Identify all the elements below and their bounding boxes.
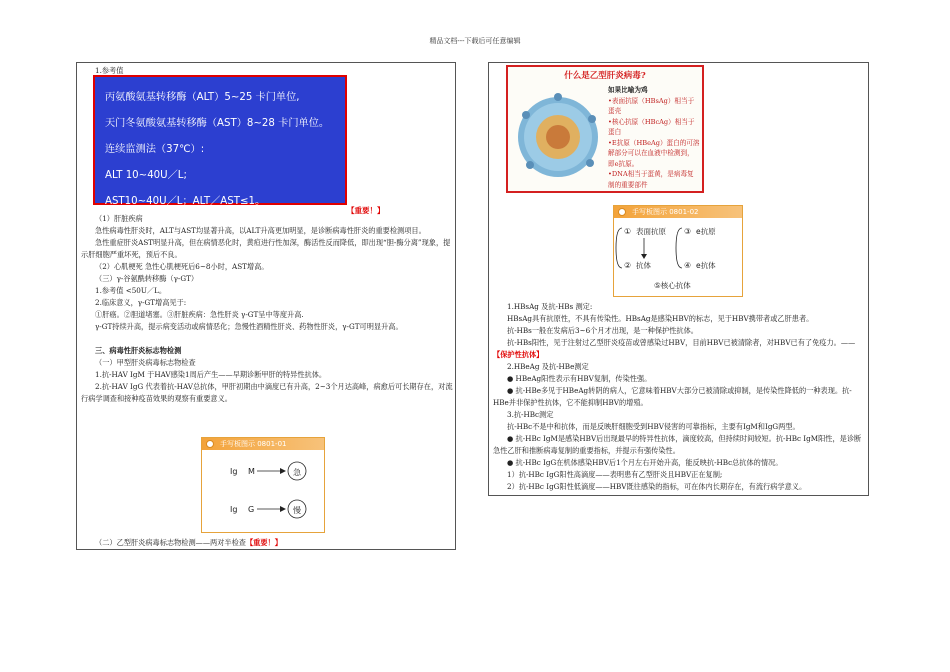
handwriting-pane-1: [201, 437, 325, 533]
text-line: 1）抗-HBc IgG阳性高滴度——表明患有乙型肝炎且HBV正在复制;: [507, 470, 723, 479]
text-line: （2）心肌梗死 急性心肌梗死后6~8小时，AST增高。: [95, 262, 269, 271]
svg-text:①: ①: [624, 227, 632, 236]
igm-igg-diagram: [202, 450, 324, 532]
virus-dna: [546, 125, 570, 149]
e-antigen-label: e抗原: [696, 227, 716, 236]
arrow-down-icon: [641, 254, 647, 259]
important-tag: 【重要！】: [347, 206, 385, 215]
left-body-text: [81, 213, 453, 405]
hbv-markers-diagram: [614, 218, 742, 296]
monitoring-method: 连续监测法（37℃）:: [105, 144, 205, 155]
ast-range: AST10~40U／L；ALT／AST≤1。: [105, 196, 266, 207]
text-line: 2.抗-HAV IgG 代表着抗-HAV总抗体，甲肝初期由中滴度已有升高，2~3个月达高峰，病愈后可长期存在，对流行病学调查和接种疫苗效果的观察有重要意义。: [81, 382, 453, 403]
section-title: 三、病毒性肝炎标志物检测: [95, 346, 182, 355]
text-line: HBsAg具有抗原性，不具有传染性。HBsAg是感染HBV的标志，见于HBV携带者或乙肝患者。: [507, 314, 814, 323]
text-line: （三）γ-谷氨酰转移酶（γ-GT）: [95, 274, 199, 283]
page-header-note: 精品文档---下载后可任意编辑: [429, 37, 521, 45]
text-line: ● 抗-HBc IgM是感染HBV后出现最早的特异性抗体，滴度较高，但持续时间较短。抗-HBc IgM阳性，是诊断急性乙肝和推断病毒复制的重要指标，并提示有强传染性。: [493, 434, 862, 455]
pane-header: [202, 438, 324, 450]
svg-text:③: ③: [684, 227, 692, 236]
virus-image: [512, 85, 608, 185]
e-antibody-label: e抗体: [696, 261, 716, 270]
arrow-head-icon: [280, 506, 286, 512]
hbv-detection-text: （二）乙型肝炎病毒标志物检测——两对半检查: [95, 538, 246, 547]
handwriting-pane-2: [613, 205, 743, 297]
text-line: 抗-HBs阳性，见于注射过乙型肝炎疫苗或曾感染过HBV，目前HBV已被清除者，对HBV已有了免疫力。——【保护性抗体】: [493, 338, 856, 359]
fast-label: 急: [293, 468, 301, 477]
bracket-left: [616, 228, 622, 268]
pane-title: 手写板图示 0801-02: [632, 208, 699, 216]
text-line: ● 抗-HBc IgG在机体感染HBV后1个月左右开始升高，能反映抗-HBc总抗体的情况。: [507, 458, 783, 467]
protective-antibody-tag: 【保护性抗体】: [493, 350, 544, 359]
ig-label: Ig: [230, 467, 238, 476]
surface-antigen-label: 表面抗原: [636, 227, 666, 236]
core-antibody-label: ⑤核心抗体: [654, 281, 691, 290]
text-line: 2.HBeAg 及抗-HBe测定: [507, 362, 589, 371]
analogy-item: •核心抗原（HBcAg）相当于蛋白: [608, 117, 695, 136]
pane-header: [614, 206, 742, 218]
analogy-item: •表面抗原（HBsAg）相当于蛋壳: [608, 96, 695, 115]
ig-label: Ig: [230, 505, 238, 514]
text-line: 急性病毒性肝炎时，ALT与AST均显著升高，以ALT升高更加明显，是诊断病毒性肝炎的重要检测项目。: [95, 226, 426, 235]
text-line: 1.抗-HAV IgM 于HAV感染1周后产生——早期诊断甲肝的特异性抗体。: [95, 370, 327, 379]
surface-spike: [588, 115, 596, 123]
right-body-text: [493, 301, 865, 493]
surface-antibody-label: 抗体: [636, 261, 651, 270]
text-line: 2.临床意义，γ-GT增高见于:: [95, 298, 187, 307]
ref-title: 1.参考值: [95, 66, 124, 75]
pane-title: 手写板图示 0801-01: [220, 440, 287, 448]
surface-spike: [522, 111, 530, 119]
text-line: 2）抗-HBc IgG阳性低滴度——HBV既往感染的指标，可在体内长期存在，有流行病学意义。: [507, 482, 807, 491]
left-column: [76, 62, 456, 550]
pen-icon: [206, 440, 214, 448]
text-line: 抗-HBc不是中和抗体，而是反映肝细胞受到HBV侵害的可靠指标，主要有IgM和IgG两型。: [507, 422, 800, 431]
important-tag: 【重要！】: [245, 538, 282, 547]
g-label: G: [248, 505, 255, 514]
text-line: 1.参考值 <50U／L。: [95, 286, 167, 295]
alt-range: ALT 10~40U／L;: [105, 170, 187, 181]
bottom-line: [95, 537, 282, 549]
ast-reference: 天门冬氨酸氨基转移酶（AST）8~28 卡门单位。: [105, 118, 330, 129]
analogy-item: •E抗原（HBeAg）蛋白的可溶解部分可以在血液中检测到，即e抗原。: [608, 138, 700, 168]
surface-spike: [554, 93, 562, 101]
arrow-head-icon: [280, 468, 286, 474]
text-line: γ-GT持续升高，提示病变活动或病情恶化；急慢性酒精性肝炎、药物性肝炎，γ-GT可明显升高。: [95, 322, 403, 331]
text-line: 1.HBsAg 及抗-HBs 测定:: [507, 302, 593, 311]
m-label: M: [248, 467, 255, 476]
alt-reference: 丙氨酸氨基转移酶（ALT）5~25 卡门单位,: [105, 92, 300, 103]
svg-text:④: ④: [684, 261, 692, 270]
text-line: ● 抗-HBe多见于HBeAg转阴的病人，它意味着HBV大部分已被清除或抑制，是传染性降低的一种表现。抗-HBe并非保护性抗体，它不能抑制HBV的增殖。: [493, 386, 852, 407]
svg-text:②: ②: [624, 261, 632, 270]
analogy-item: •DNA相当于蛋黄，是病毒复制的重要部件: [608, 170, 694, 189]
right-column: [488, 62, 869, 496]
surface-spike: [586, 159, 594, 167]
virus-analogy: [608, 85, 700, 190]
slow-label: 慢: [293, 506, 301, 515]
text-line: （1）肝脏疾病: [95, 214, 143, 223]
text-line: 抗-HBs一般在发病后3~6个月才出现，是一种保护性抗体。: [507, 326, 698, 335]
analogy-intro: 如果比喻为鸡: [608, 86, 648, 94]
text-line: 急性重症肝炎AST明显升高，但在病情恶化时，黄疸进行性加深，酶活性反而降低，即出现“胆-酶分离”现象，提示肝细胞严重坏死，预后不良。: [81, 238, 451, 259]
hbv-virus-illustration: [506, 65, 704, 193]
bracket-right: [676, 228, 682, 268]
text-line: ● HBeAg阳性表示有HBV复制，传染性强。: [507, 374, 652, 383]
text-line: ①肝癌。②胆道堵塞。③肝脏疾病：急性肝炎 γ-GT呈中等度升高.: [95, 310, 304, 319]
pen-icon: [618, 208, 626, 216]
reference-values-box: [93, 75, 347, 205]
virus-title: 什么是乙型肝炎病毒?: [564, 71, 646, 81]
text-line: 3.抗-HBc测定: [507, 410, 554, 419]
surface-spike: [526, 161, 534, 169]
text-line: （一）甲型肝炎病毒标志物检查: [95, 358, 196, 367]
